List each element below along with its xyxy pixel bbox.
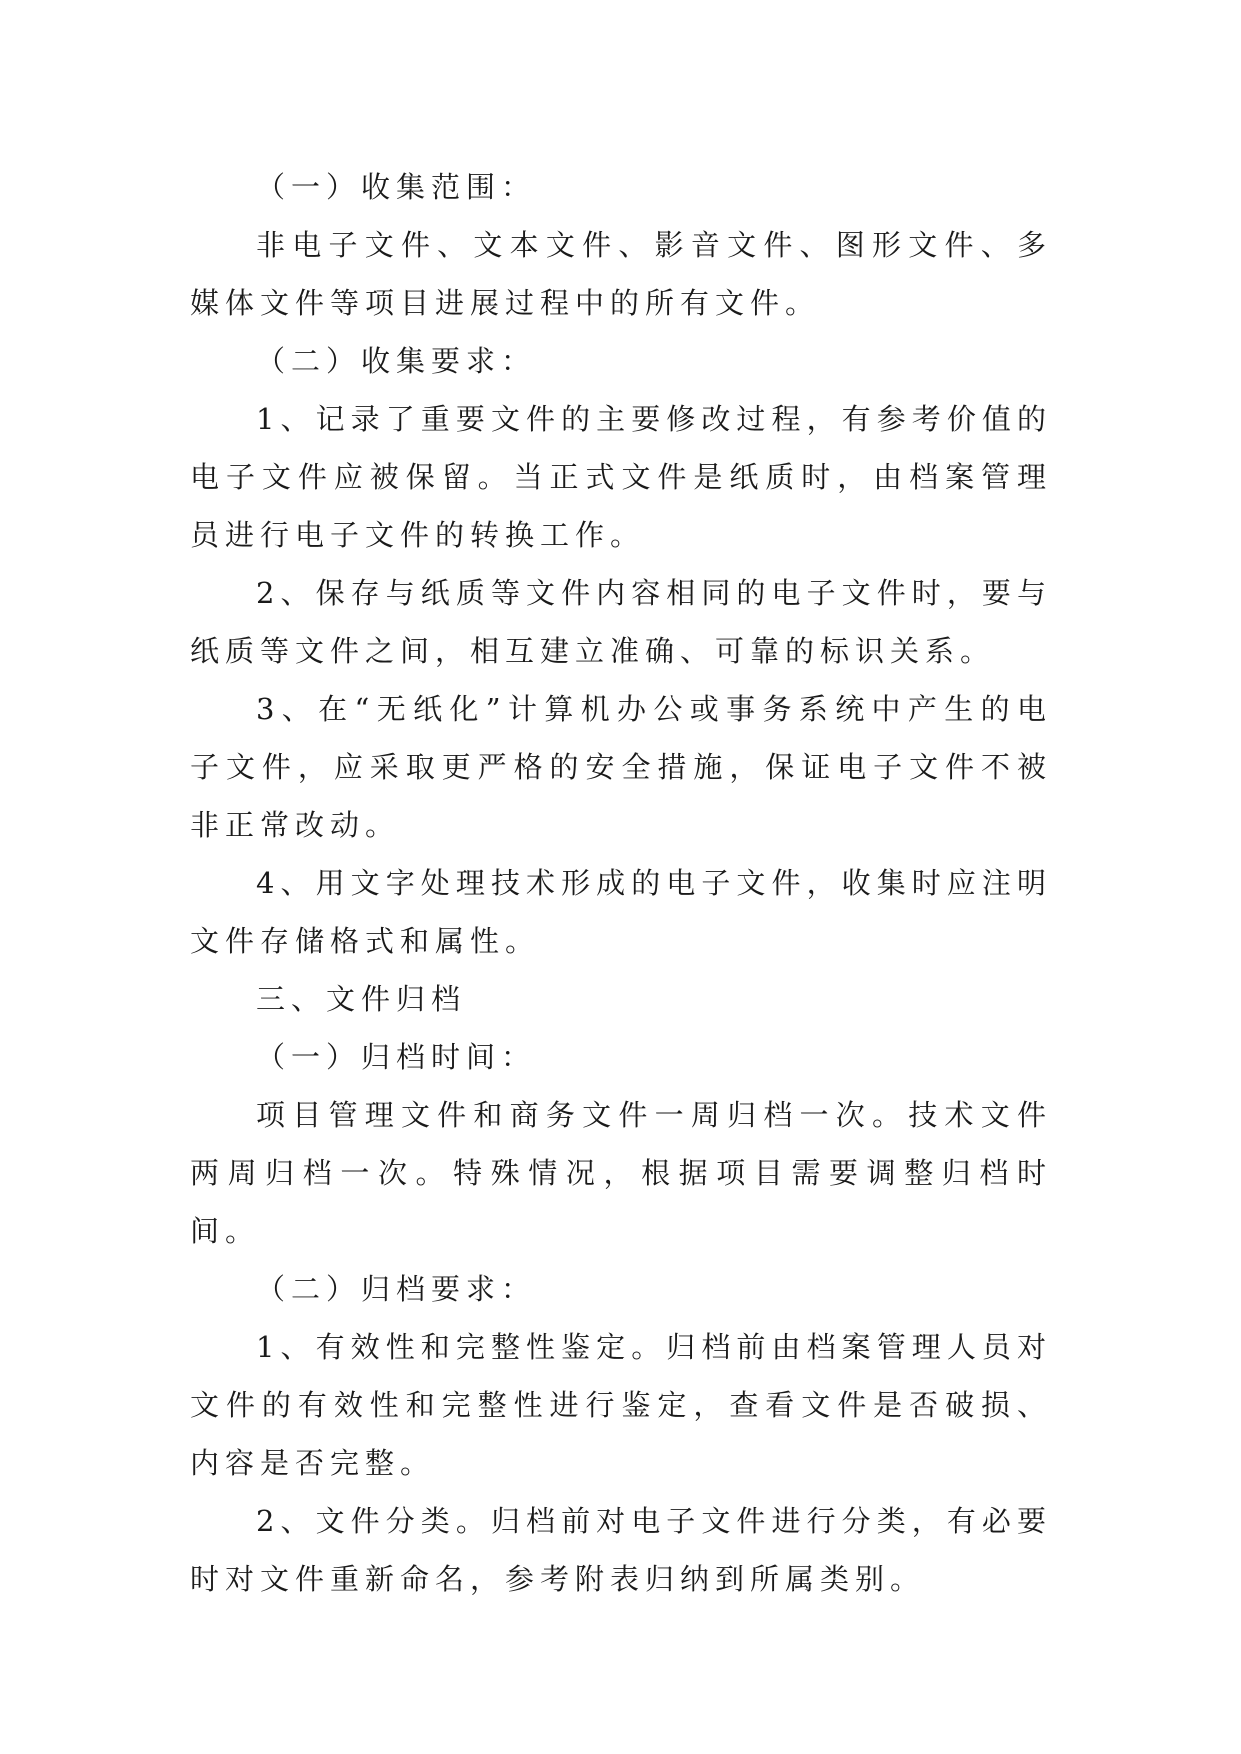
paragraph-archiving-requirement-2: 2、文件分类。归档前对电子文件进行分类，有必要时对文件重新命名，参考附表归纳到所属类别。: [190, 1504, 1052, 1596]
paragraph-collection-scope: 非电子文件、文本文件、影音文件、图形文件、多媒体文件等项目进展过程中的所有文件。: [190, 228, 1052, 320]
heading-collection-requirements: （二）收集要求：: [256, 344, 537, 378]
paragraph-requirement-1: 1、记录了重要文件的主要修改过程，有参考价值的电子文件应被保留。当正式文件是纸质时，由档案管理员进行电子文件的转换工作。: [190, 402, 1052, 552]
paragraph-archiving-time: 项目管理文件和商务文件一周归档一次。技术文件两周归档一次。特殊情况，根据项目需要调整归档时间。: [190, 1098, 1052, 1248]
paragraph-requirement-3: 3、在“无纸化”计算机办公或事务系统中产生的电子文件，应采取更严格的安全措施，保证电子文件不被非正常改动。: [190, 692, 1052, 842]
paragraph-requirement-4: 4、用文字处理技术形成的电子文件，收集时应注明文件存储格式和属性。: [190, 866, 1052, 958]
heading-archiving-time: （一）归档时间：: [256, 1040, 537, 1074]
paragraph-requirement-2: 2、保存与纸质等文件内容相同的电子文件时，要与纸质等文件之间，相互建立准确、可靠的标识关系。: [190, 576, 1052, 668]
section-heading-archiving: 三、文件归档: [256, 982, 467, 1016]
paragraph-archiving-requirement-1: 1、有效性和完整性鉴定。归档前由档案管理人员对文件的有效性和完整性进行鉴定，查看文件是否破损、内容是否完整。: [190, 1330, 1052, 1480]
heading-archiving-requirements: （二）归档要求：: [256, 1272, 537, 1306]
document-body: [190, 158, 1052, 1608]
heading-collection-scope: （一）收集范围：: [256, 170, 537, 204]
